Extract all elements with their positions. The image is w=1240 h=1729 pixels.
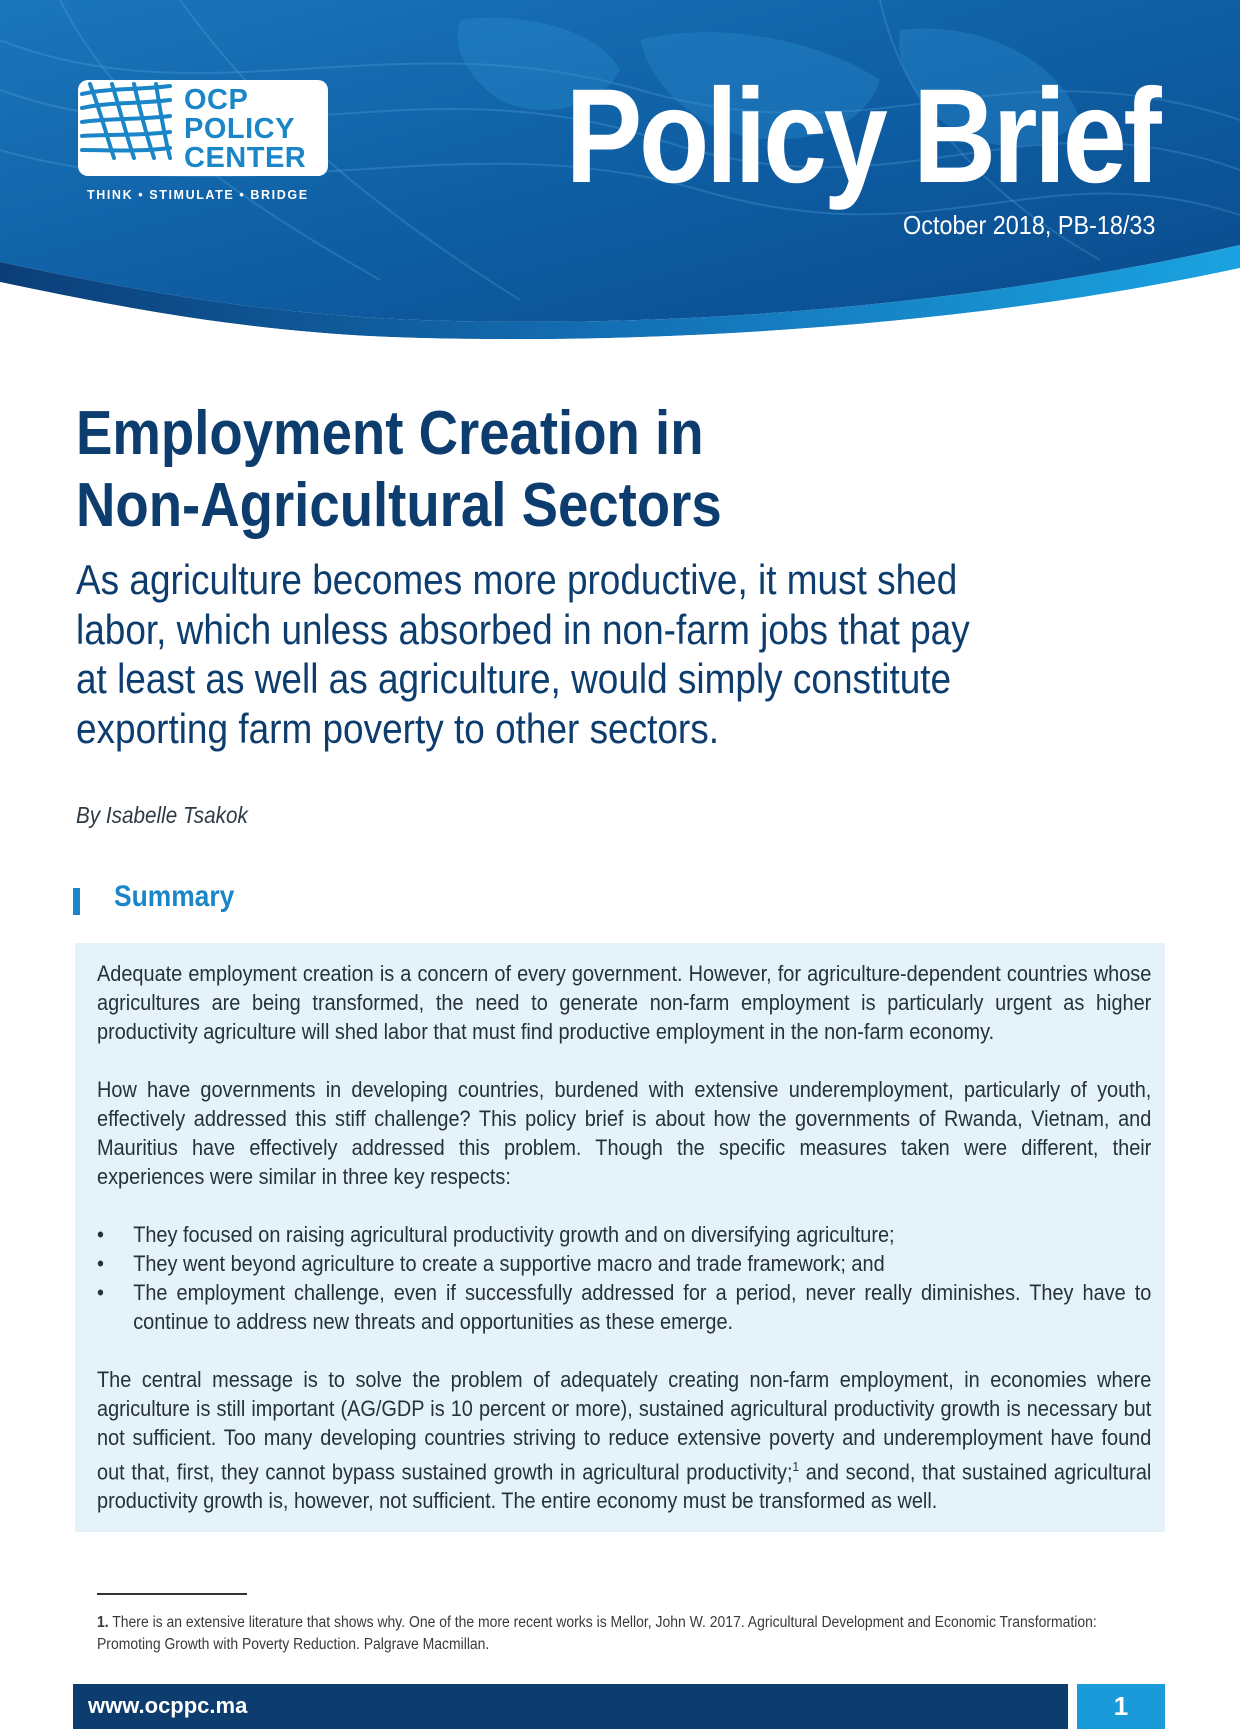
footnote-text: There is an extensive literature that shows why. One of the more recent works is Mellor, John W. 2017. Agricultural Development and Economic Transformation: Promoting Growth with Poverty Reduction. Palgrave Macmillan. [97, 1614, 1097, 1653]
footer-website-link[interactable]: www.ocppc.ma [88, 1693, 248, 1718]
subtitle-line-3: at least as well as agriculture, would simply constitute [76, 655, 952, 702]
header-banner [0, 0, 1240, 340]
title-line-1: Employment Creation in [76, 399, 704, 468]
logo-wordmark [184, 86, 306, 173]
list-item [97, 1249, 1151, 1278]
list-item [97, 1220, 1151, 1249]
bullet-text: They went beyond agriculture to create a supportive macro and trade framework; and [133, 1251, 885, 1276]
bullet-text: They focused on raising agricultural productivity growth and on diversifying agriculture; [133, 1222, 895, 1247]
paragraph-3-text-b: and second, that sustained agricultural productivity growth is, however, not sufficient. The entire economy must be transformed as well. [97, 1459, 1152, 1514]
bullet-text: The employment challenge, even if successfully addressed for a period, never really diminishes. They have to continue to address new threats and opportunities as these emerge. [133, 1280, 1152, 1334]
summary-box [75, 943, 1165, 1532]
title-line-2: Non-Agricultural Sectors [76, 471, 722, 540]
logo-line-1: OCP [184, 84, 249, 116]
subtitle-line-1: As agriculture becomes more productive, it must shed [76, 556, 958, 603]
author-byline: By Isabelle Tsakok [76, 802, 248, 828]
summary-bullet-list [97, 1220, 1151, 1336]
footnote-number: 1. [97, 1614, 109, 1631]
document-type: Policy Brief [565, 62, 1158, 211]
footnote-reference[interactable]: 1 [792, 1459, 800, 1474]
summary-content [97, 959, 1151, 1515]
list-item [97, 1278, 1151, 1336]
footnote-divider [97, 1593, 247, 1595]
subtitle-line-2: labor, which unless absorbed in non-farm jobs that pay [76, 605, 970, 653]
logo [78, 80, 328, 176]
summary-accent-bar [73, 888, 80, 915]
issue-date: October 2018, PB-18/33 [902, 210, 1155, 240]
footnote [97, 1612, 1155, 1656]
summary-heading: Summary [114, 880, 235, 913]
logo-line-3: CENTER [184, 142, 307, 174]
bullet-icon: • [97, 1251, 104, 1276]
paragraph-3-text-a: The central message is to solve the problem of adequately creating non-farm employment, in economies where agriculture is still important (AG/GDP is 10 percent or more), sustained agricultural productivity growth is necessary but not sufficient. Too many developing countries striving to reduce extensive poverty and underemployment have found out that, first, they cannot bypass sustained growth in agricultural productivity; [97, 1367, 1152, 1485]
subtitle-line-4: exporting farm poverty to other sectors. [76, 704, 719, 752]
summary-paragraph-1: Adequate employment creation is a concern of every government. However, for agriculture-dependent countries whose agricultures are being transformed, the need to generate non-farm employment is particularly urgent as higher productivity agriculture will shed labor that must find productive employment in the non-farm economy. [97, 961, 1152, 1044]
page-number: 1 [1077, 1684, 1165, 1729]
page-subtitle [76, 555, 1141, 753]
bullet-icon: • [97, 1222, 104, 1247]
bullet-icon: • [97, 1280, 104, 1305]
tagline: THINK • STIMULATE • BRIDGE [87, 188, 309, 202]
logo-net-icon [78, 80, 174, 160]
summary-paragraph-2: How have governments in developing countries, burdened with extensive underemployment, particularly of youth, effectively addressed this stiff challenge? This policy brief is about how the governments of Rwanda, Vietnam, and Mauritius have effectively addressed this problem. Though the specific measures taken were different, their experiences were similar in three key respects: [97, 1077, 1152, 1189]
page-title [76, 398, 1044, 542]
summary-paragraph-3 [97, 1365, 1151, 1515]
logo-line-2: POLICY [184, 113, 295, 145]
